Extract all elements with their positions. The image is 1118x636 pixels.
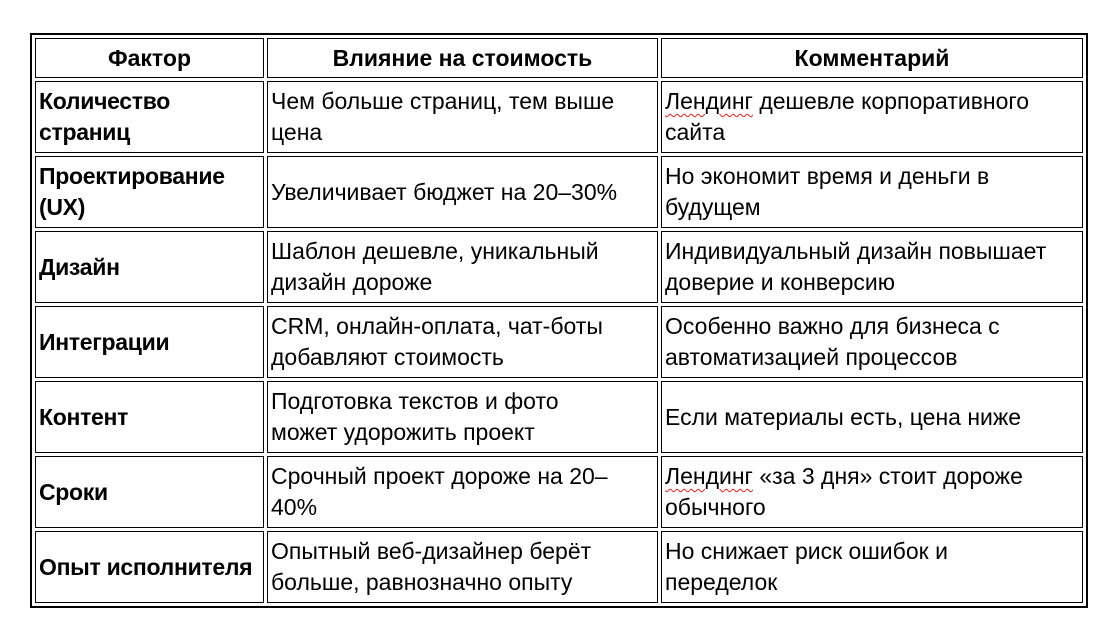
comment-cell: Индивидуальный дизайн повышает доверие и конверсию [661, 231, 1083, 303]
table-header-row [35, 38, 1083, 78]
impact-cell: Срочный проект дороже на 20–40% [267, 456, 658, 528]
table-row [35, 456, 1083, 528]
table-row [35, 381, 1083, 453]
spellcheck-underlined-word: Лендинг [665, 463, 753, 489]
factor-cell: Количество страниц [35, 81, 264, 153]
impact-cell: Опытный веб-дизайнер берёт больше, равнозначно опыту [267, 531, 658, 603]
table-row [35, 306, 1083, 378]
impact-cell: Подготовка текстов и фото может удорожить проект [267, 381, 658, 453]
factor-cell: Сроки [35, 456, 264, 528]
impact-cell: CRM, онлайн-оплата, чат-боты добавляют стоимость [267, 306, 658, 378]
comment-cell: Но снижает риск ошибок и переделок [661, 531, 1083, 603]
cost-factors-table [30, 33, 1088, 608]
table-row [35, 231, 1083, 303]
factor-cell: Проектирование (UX) [35, 156, 264, 228]
table-row [35, 81, 1083, 153]
comment-cell: Но экономит время и деньги в будущем [661, 156, 1083, 228]
factor-cell: Опыт исполнителя [35, 531, 264, 603]
factor-cell: Интеграции [35, 306, 264, 378]
comment-cell: Лендинг дешевле корпоративного сайта [661, 81, 1083, 153]
column-header-impact: Влияние на стоимость [267, 38, 658, 78]
factor-cell: Дизайн [35, 231, 264, 303]
column-header-factor: Фактор [35, 38, 264, 78]
comment-cell: Лендинг «за 3 дня» стоит дороже обычного [661, 456, 1083, 528]
comment-cell: Особенно важно для бизнеса с автоматизацией процессов [661, 306, 1083, 378]
table-row [35, 156, 1083, 228]
column-header-comment: Комментарий [661, 38, 1083, 78]
impact-cell: Увеличивает бюджет на 20–30% [267, 156, 658, 228]
comment-cell: Если материалы есть, цена ниже [661, 381, 1083, 453]
spellcheck-underlined-word: Лендинг [665, 88, 753, 114]
impact-cell: Чем больше страниц, тем выше цена [267, 81, 658, 153]
factor-cell: Контент [35, 381, 264, 453]
impact-cell: Шаблон дешевле, уникальный дизайн дороже [267, 231, 658, 303]
table-row [35, 531, 1083, 603]
